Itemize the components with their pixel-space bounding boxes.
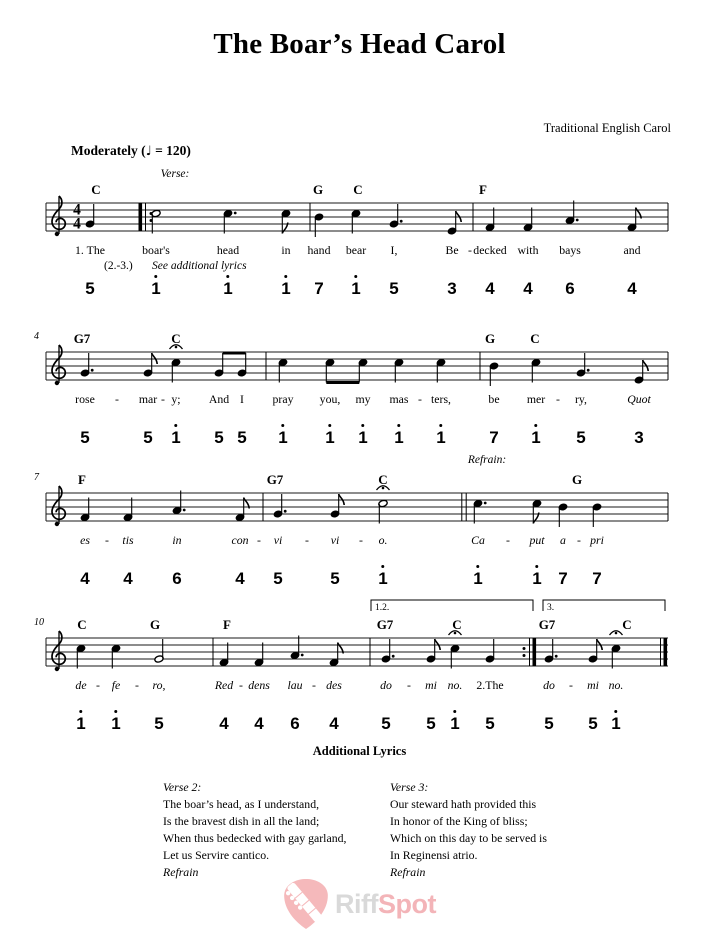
treble-clef-icon [52, 631, 65, 671]
note [489, 362, 498, 386]
chord-symbol: G [312, 182, 324, 197]
lyric-hyphen: - [135, 678, 139, 692]
volta-bracket [543, 600, 665, 613]
staff-system-4 [0, 593, 719, 689]
lyric-hyphen: - [418, 392, 422, 406]
scale-degree-number: 1 [473, 570, 482, 587]
tempo-bpm: = 120) [155, 143, 191, 158]
octave-dot [381, 565, 384, 568]
scale-degree-number: 4 [123, 569, 133, 588]
scale-degree-number: 5 [85, 279, 95, 298]
chord-symbol: C [353, 182, 363, 197]
octave-dot [328, 424, 331, 427]
lyric-hyphen: - [105, 533, 109, 547]
lyric-syllable: mar [138, 392, 158, 406]
eighth-flag [435, 639, 441, 650]
chord-symbol: C [452, 617, 462, 632]
scale-degree-number: 4 [219, 714, 229, 733]
scale-degree-number: 1 [76, 715, 85, 732]
scale-degree-number: 1 [358, 429, 367, 446]
lyric-syllable: bear [345, 243, 367, 257]
lyric-syllable: con [231, 533, 249, 547]
lyric-syllable: Be [445, 243, 459, 257]
scale-degree-number: 4 [329, 714, 339, 733]
octave-dot [614, 710, 617, 713]
lyric-hyphen: - [257, 533, 261, 547]
lyric-syllable: bays [559, 243, 581, 257]
note [329, 643, 343, 667]
scale-degree-number: 1 [531, 429, 540, 446]
eighth-flag [152, 353, 158, 364]
riffspot-logo-text [335, 891, 436, 918]
lyric-syllable: ters, [431, 392, 451, 406]
verse-line: Let us Servire cantico. [163, 847, 270, 862]
volta-label: 1.2. [375, 603, 390, 613]
note [76, 645, 85, 669]
verse-title: Verse 2: [163, 780, 202, 794]
scale-degree-number: 5 [143, 428, 153, 447]
lyric-syllable: fe [111, 678, 121, 692]
lyric-syllable: And [208, 392, 230, 406]
volta-bracket [371, 600, 533, 613]
scale-degree-number: 5 [330, 569, 340, 588]
lyric-syllable: no. [447, 678, 463, 692]
verse-refrain-note: Refrain [390, 864, 426, 879]
scale-degree-number: 1 [611, 715, 620, 732]
chord-symbol: G7 [73, 331, 91, 346]
chord-symbol: G [484, 331, 496, 346]
lyric-syllable: in [281, 243, 291, 257]
lyric-hyphen: - [312, 678, 316, 692]
lyric-syllable: be [488, 392, 500, 406]
lyric-hyphen: - [239, 678, 243, 692]
lyric-hyphen: - [556, 392, 560, 406]
lyric-hyphen: - [577, 533, 581, 547]
octave-dot [226, 275, 229, 278]
note [611, 645, 620, 669]
scale-degree-number: 5 [273, 569, 283, 588]
lyric-syllable: mi [425, 678, 437, 692]
svg-text:4: 4 [73, 201, 81, 219]
lyric-syllable: de [75, 678, 87, 692]
note [151, 209, 161, 233]
note [223, 210, 236, 234]
verse-line: Which on this day to be served is [390, 830, 547, 845]
scale-degree-number: 5 [588, 714, 598, 733]
chord-symbol: G7 [376, 617, 394, 632]
lyric-syllable: I [240, 392, 244, 406]
scale-degree-number: 1 [111, 715, 120, 732]
octave-dot [354, 275, 357, 278]
scale-degree-number: 1 [351, 280, 360, 297]
octave-dot [174, 424, 177, 427]
note [111, 645, 120, 669]
scale-degree-number: 5 [544, 714, 554, 733]
scale-degree-number: 1 [151, 280, 160, 297]
lyric-syllable: in [172, 533, 182, 547]
note [85, 204, 94, 228]
scale-degree-number: 6 [565, 279, 575, 298]
lyric-syllable: hand [307, 243, 331, 257]
octave-dot [453, 710, 456, 713]
lyric-syllable: mer [526, 392, 546, 406]
octave-dot [284, 275, 287, 278]
scale-degree-number: 1 [532, 570, 541, 587]
note [592, 503, 601, 527]
lyric-syllable: ro, [152, 678, 166, 692]
lyric-syllable: you, [319, 392, 341, 406]
note [254, 643, 263, 667]
tempo-text: Moderately ( [71, 143, 146, 158]
note [358, 359, 367, 383]
staff-system-3 [0, 448, 719, 544]
guitar-pick-icon [280, 878, 332, 930]
lyric-syllable: vi [273, 533, 283, 547]
lyric-syllable: Red [214, 678, 234, 692]
measure-number: 4 [34, 331, 39, 342]
note [281, 210, 290, 234]
chord-symbol: G7 [266, 472, 284, 487]
treble-clef-icon [52, 345, 65, 385]
scale-degree-number: 5 [576, 428, 586, 447]
chord-symbol: C [77, 617, 87, 632]
scale-degree-number: 4 [254, 714, 264, 733]
lyric-syllable: lau [287, 678, 303, 692]
verse-title: Verse 3: [390, 780, 429, 794]
scale-degree-number: 7 [592, 569, 602, 588]
chord-symbol: F [479, 182, 487, 197]
scale-degree-number: 6 [290, 714, 300, 733]
note [436, 359, 445, 383]
chord-symbol: C [622, 617, 632, 632]
lyric-syllable: boar's [142, 243, 170, 257]
riffspot-logo [280, 878, 460, 930]
octave-dot [154, 275, 157, 278]
verse-column [163, 779, 346, 880]
lyric-hyphen: - [115, 392, 119, 406]
note [351, 210, 360, 234]
scale-degree-number: 1 [394, 429, 403, 446]
octave-dot [439, 424, 442, 427]
verse-line: When thus bedecked with gay garland, [163, 830, 347, 845]
note [394, 359, 403, 383]
lyric-syllable: Ca [471, 533, 485, 547]
scale-degree-number: 1 [223, 280, 232, 297]
lyric-syllable: ry, [574, 392, 588, 406]
scale-degree-number: 5 [80, 428, 90, 447]
measure-number: 10 [34, 617, 44, 628]
verse-column [390, 779, 547, 880]
lyric-hyphen: - [161, 392, 165, 406]
composer-credit: Traditional English Carol [543, 121, 671, 135]
scale-degree-number: 4 [627, 279, 637, 298]
scale-degree-number: 6 [172, 569, 182, 588]
scale-degree-number: 5 [154, 714, 164, 733]
eighth-flag [339, 494, 345, 505]
scale-degree-number: 1 [278, 429, 287, 446]
treble-clef-icon [52, 196, 65, 236]
note [378, 499, 388, 523]
lyric-syllable: mas [389, 392, 409, 406]
note [314, 213, 323, 237]
scale-degree-number: 4 [235, 569, 245, 588]
scale-degree-number: 1 [450, 715, 459, 732]
lyric-syllable: tis [122, 533, 134, 547]
note [154, 639, 164, 663]
scale-degree-number: 1 [325, 429, 334, 446]
octave-dot [397, 424, 400, 427]
lyric-syllable: put [529, 533, 545, 547]
staff-system-1 [0, 158, 719, 254]
verse-line: Our steward hath provided this [390, 796, 537, 811]
note [278, 359, 287, 383]
scale-degree-number: 5 [389, 279, 399, 298]
time-signature [73, 202, 81, 233]
lyric-hyphen: - [305, 533, 309, 547]
note [485, 208, 494, 232]
quarter-note-icon: ♩ [145, 144, 152, 159]
lyric-syllable: 2.The [476, 678, 504, 692]
verse-line: The boar’s head, as I understand, [163, 796, 320, 811]
note [627, 208, 641, 232]
lyric-syllable: decked [473, 243, 507, 257]
lyric-syllable: pray [272, 392, 294, 406]
chord-symbol: C [530, 331, 540, 346]
octave-dot [79, 710, 82, 713]
lyric-syllable: o. [378, 533, 388, 547]
lyric-syllable: no. [608, 678, 624, 692]
lyric-syllable: head [216, 243, 240, 257]
lyric-syllable: des [326, 678, 342, 692]
scale-degree-number: 1 [436, 429, 445, 446]
scale-degree-number: 1 [171, 429, 180, 446]
verse-line: Is the bravest dish in all the land; [163, 813, 320, 828]
note [235, 498, 249, 522]
lyric-syllable: I, [390, 243, 398, 257]
octave-dot [361, 424, 364, 427]
logo-riff-text: Riff [335, 889, 378, 919]
note [80, 498, 89, 522]
scale-degree-number: 5 [237, 428, 247, 447]
note [123, 498, 132, 522]
lyric-syllable: mi [587, 678, 599, 692]
chord-symbol: F [78, 472, 86, 487]
scale-degree-number: 5 [485, 714, 495, 733]
scale-degree-number: 5 [214, 428, 224, 447]
lyric-syllable: with [517, 243, 539, 257]
verse-refrain-note: Refrain [163, 864, 199, 879]
octave-dot [281, 424, 284, 427]
note [565, 201, 578, 225]
note [237, 353, 246, 377]
note [172, 491, 185, 515]
lyric-syllable: y; [171, 392, 181, 406]
octave-dot [476, 565, 479, 568]
lyric-syllable: and [623, 243, 641, 257]
chord-symbol: G [571, 472, 583, 487]
note [532, 500, 541, 524]
chord-symbol: F [223, 617, 231, 632]
octave-dot [535, 565, 538, 568]
note [171, 359, 180, 383]
additional-lyrics-heading: Additional Lyrics [312, 744, 407, 758]
note [485, 639, 494, 663]
eighth-flag [456, 211, 462, 222]
lyric-syllable: 1. The [75, 243, 105, 257]
lyric-syllable: vi [330, 533, 340, 547]
chord-symbol: C [91, 182, 101, 197]
treble-clef-icon [52, 486, 65, 526]
logo-spot-text: Spot [377, 889, 436, 919]
verse-line: In Reginensi atrio. [390, 847, 478, 862]
scale-degree-number: 4 [523, 279, 533, 298]
lyric-syllable: dens [248, 678, 270, 692]
lyric-syllable: a [560, 533, 566, 547]
chord-symbol: C [378, 472, 388, 487]
lyric-syllable: es [80, 533, 90, 547]
scale-degree-number: 7 [558, 569, 568, 588]
note [290, 636, 303, 660]
note [473, 500, 486, 524]
lyric-syllable: pri [590, 533, 604, 547]
measure-number: 7 [34, 472, 39, 483]
scale-degree-number: 7 [489, 428, 499, 447]
lyric-hyphen: - [569, 678, 573, 692]
octave-dot [534, 424, 537, 427]
section-label: Verse: [160, 168, 190, 180]
lyric-hyphen: - [96, 678, 100, 692]
lyric-syllable: do [543, 678, 555, 692]
scale-degree-number: 3 [447, 279, 457, 298]
eighth-flag [643, 360, 649, 371]
lyric-syllable: rose [75, 392, 95, 406]
eighth-flag [597, 639, 603, 650]
section-label: (2.-3.) [104, 260, 133, 272]
scale-degree-number: 1 [281, 280, 290, 297]
note [523, 208, 532, 232]
section-label: See additional lyrics [152, 260, 247, 272]
note [558, 503, 567, 527]
chord-symbol: G7 [538, 617, 556, 632]
lyric-hyphen: - [506, 533, 510, 547]
scale-degree-number: 3 [634, 428, 644, 447]
note [325, 359, 334, 383]
chord-symbol: C [171, 331, 181, 346]
scale-degree-number: 4 [80, 569, 90, 588]
lyric-hyphen: - [407, 678, 411, 692]
section-label: Refrain: [467, 454, 507, 466]
svg-text:4: 4 [73, 215, 81, 233]
lyric-syllable: do [380, 678, 392, 692]
scale-degree-number: 5 [426, 714, 436, 733]
verse-line: In honor of the King of bliss; [390, 813, 528, 828]
note [214, 353, 223, 377]
note [219, 643, 228, 667]
lyric-hyphen: - [359, 533, 363, 547]
scale-degree-number: 7 [314, 279, 324, 298]
scale-degree-number: 1 [378, 570, 387, 587]
volta-label: 3. [547, 603, 555, 613]
lyric-syllable: Quot [627, 392, 651, 406]
lyric-syllable: my [355, 392, 371, 406]
note [531, 359, 540, 383]
page-title: The Boar’s Head Carol [213, 28, 506, 60]
note [450, 645, 459, 669]
chord-symbol: G [149, 617, 161, 632]
octave-dot [114, 710, 117, 713]
scale-degree-number: 5 [381, 714, 391, 733]
scale-degree-number: 4 [485, 279, 495, 298]
lyric-hyphen: - [468, 243, 472, 257]
staff-system-2 [0, 307, 719, 403]
fermata-icon [610, 631, 623, 635]
